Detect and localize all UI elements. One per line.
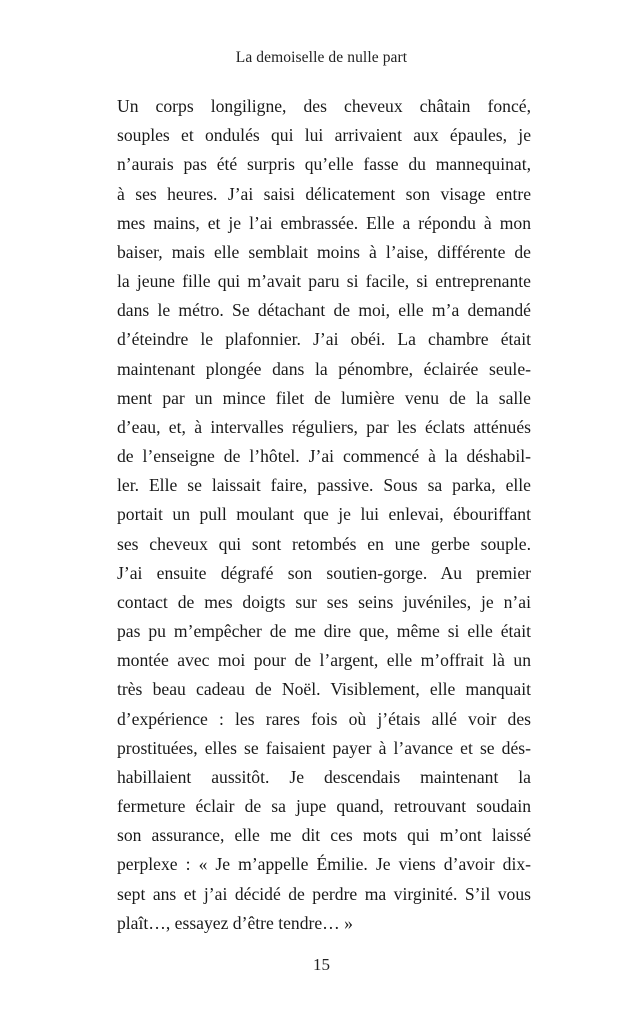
text-line: sept ans et j’ai décidé de perdre ma virginité. S’il vous [117, 883, 531, 904]
text-line: n’aurais pas été surpris qu’elle fasse du mannequinat, [117, 154, 531, 175]
running-header: La demoiselle de nulle part [235, 49, 408, 66]
text-line: prostituées, elles se faisaient payer à l’avance et se dés- [117, 737, 531, 758]
text-line: d’eau, et, à intervalles réguliers, par les éclats atténués [117, 416, 531, 437]
text-line: d’éteindre le plafonnier. J’ai obéi. La chambre était [117, 329, 531, 350]
text-line: habillaient aussitôt. Je descendais maintenant la [117, 766, 531, 787]
text-line: dans le métro. Se détachant de moi, elle m’a demandé [117, 300, 531, 321]
text-line: perplexe : « Je m’appelle Émilie. Je viens d’avoir dix- [117, 854, 531, 875]
text-line: mes mains, et je l’ai embrassée. Elle a répondu à mon [117, 212, 531, 233]
text-line: ment par un mince filet de lumière venu de la salle [117, 387, 531, 408]
text-line: portait un pull moulant que je lui enlevai, ébouriffant [117, 504, 531, 525]
text-line: fermeture éclair de sa jupe quand, retrouvant soudain [117, 796, 531, 817]
text-line: à ses heures. J’ai saisi délicatement son visage entre [117, 183, 531, 204]
text-line: J’ai ensuite dégrafé son soutien-gorge. Au premier [117, 562, 531, 583]
text-line: pas pu m’empêcher de me dire que, même si elle était [117, 621, 531, 642]
text-line: montée avec moi pour de l’argent, elle m’offrait là un [117, 650, 531, 671]
text-line: ses cheveux qui sont retombés en une gerbe souple. [117, 533, 531, 554]
text-line: d’expérience : les rares fois où j’étais allé voir des [117, 708, 531, 729]
text-line: baiser, mais elle semblait moins à l’aise, différente de [117, 241, 531, 262]
text-line-last: plaît…, essayez d’être tendre… » [117, 912, 353, 933]
text-line: très beau cadeau de Noël. Visiblement, elle manquait [117, 679, 531, 700]
text-line: la jeune fille qui m’avait paru si facile, si entreprenante [117, 271, 531, 292]
text-line: souples et ondulés qui lui arrivaient aux épaules, je [117, 125, 531, 146]
text-line: maintenant plongée dans la pénombre, éclairée seule- [117, 358, 531, 379]
text-line: de l’enseigne de l’hôtel. J’ai commencé à la déshabil- [117, 446, 531, 467]
text-line: Un corps longiligne, des cheveux châtain foncé, [117, 96, 531, 116]
text-line: ler. Elle se laissait faire, passive. Sous sa parka, elle [117, 475, 531, 496]
text-line: contact de mes doigts sur ses seins juvéniles, je n’ai [117, 591, 531, 612]
page-number: 15 [313, 955, 330, 974]
body-text [117, 92, 531, 938]
text-line: son assurance, elle me dit ces mots qui m’ont laissé [117, 825, 531, 846]
